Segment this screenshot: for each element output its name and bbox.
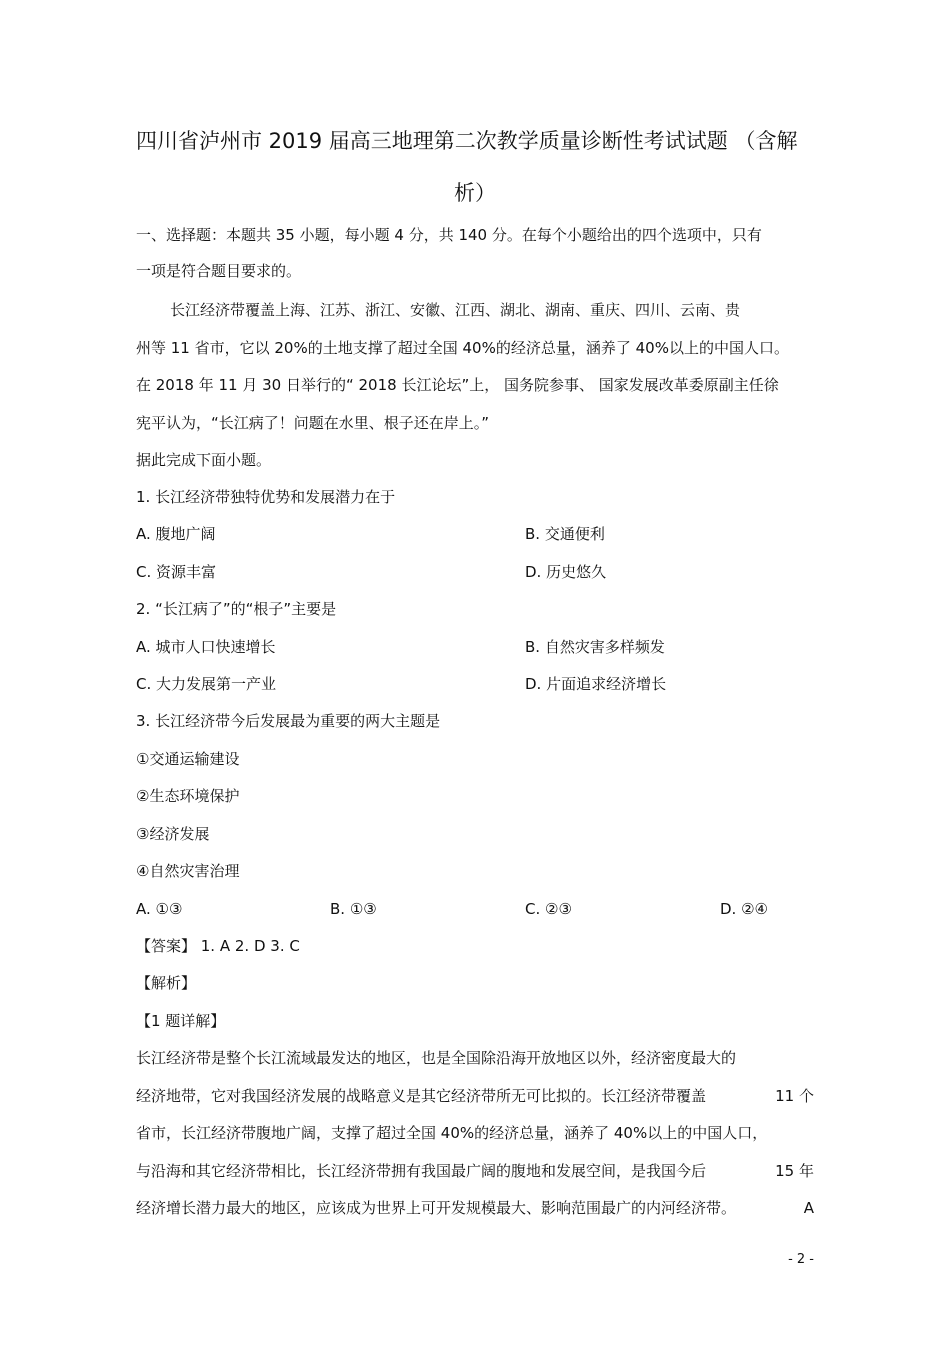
question-3-item: ④自然灾害治理 xyxy=(136,862,240,880)
question-1-option-d: D. 历史悠久 xyxy=(525,563,607,581)
passage-line: 长江经济带覆盖上海、江苏、浙江、安徽、江西、湖北、湖南、重庆、四川、云南、贵 xyxy=(170,301,741,319)
detail-line: 与沿海和其它经济带相比，长江经济带拥有我国最广阔的腹地和发展空间，是我国今后 xyxy=(136,1162,707,1180)
question-3-stem: 3. 长江经济带今后发展最为重要的两大主题是 xyxy=(136,712,441,730)
passage-line: 在 2018 年 11 月 30 日举行的“ 2018 长江论坛”上， 国务院参事、 国家发展改革委原副主任徐 xyxy=(136,376,779,394)
question-3-item: ②生态环境保护 xyxy=(136,787,240,805)
question-1-option-c: C. 资源丰富 xyxy=(136,563,217,581)
detail-line: 省市，长江经济带腹地广阔，支撑了超过全国 40%的经济总量，涵养了 40%以上的中国人口， xyxy=(136,1124,768,1142)
question-2-stem: 2. “长江病了”的“根子”主要是 xyxy=(136,600,337,618)
question-3-item: ③经济发展 xyxy=(136,825,210,843)
analysis-label: 【解析】 xyxy=(136,974,197,992)
page-number: - 2 - xyxy=(788,1252,814,1267)
passage-line: 宪平认为，“长江病了！问题在水里、根子还在岸上。” xyxy=(136,414,490,432)
answer-key: 【答案】 1. A 2. D 3. C xyxy=(136,937,300,955)
question-3-option-a: A. ①③ xyxy=(136,900,183,918)
detail-label: 【1 题详解】 xyxy=(136,1012,226,1030)
question-3-option-d: D. ②④ xyxy=(720,900,768,918)
detail-line-end: 15 年 xyxy=(775,1162,814,1180)
question-3-option-b: B. ①③ xyxy=(330,900,377,918)
detail-line: 长江经济带是整个长江流域最发达的地区，也是全国除沿海开放地区以外，经济密度最大的 xyxy=(136,1049,737,1067)
question-1-option-a: A. 腹地广阔 xyxy=(136,525,216,543)
document-title-continued: 析） xyxy=(454,181,496,205)
question-2-option-a: A. 城市人口快速增长 xyxy=(136,638,276,656)
detail-line: 经济地带，它对我国经济发展的战略意义是其它经济带所无可比拟的。长江经济带覆盖 xyxy=(136,1087,707,1105)
section-instructions-continued: 一项是符合题目要求的。 xyxy=(136,262,302,280)
question-2-option-d: D. 片面追求经济增长 xyxy=(525,675,667,693)
passage-line: 州等 11 省市，它以 20%的土地支撑了超过全国 40%的经济总量，涵养了 40%以上的中国人口。 xyxy=(136,339,789,357)
detail-line-end: 11 个 xyxy=(775,1087,814,1105)
question-1-option-b: B. 交通便利 xyxy=(525,525,605,543)
question-1-stem: 1. 长江经济带独特优势和发展潜力在于 xyxy=(136,488,396,506)
question-3-item: ①交通运输建设 xyxy=(136,750,240,768)
question-2-option-c: C. 大力发展第一产业 xyxy=(136,675,277,693)
passage-line: 据此完成下面小题。 xyxy=(136,451,272,469)
document-title: 四川省泸州市 2019 届高三地理第二次教学质量诊断性考试试题 （含解 xyxy=(136,129,798,153)
detail-line-end: A xyxy=(803,1199,814,1217)
detail-line: 经济增长潜力最大的地区，应该成为世界上可开发规模最大、影响范围最广的内河经济带。 xyxy=(136,1199,737,1217)
question-3-option-c: C. ②③ xyxy=(525,900,572,918)
question-2-option-b: B. 自然灾害多样频发 xyxy=(525,638,665,656)
section-instructions: 一、选择题：本题共 35 小题，每小题 4 分，共 140 分。在每个小题给出的四个选项中，只有 xyxy=(136,226,762,244)
